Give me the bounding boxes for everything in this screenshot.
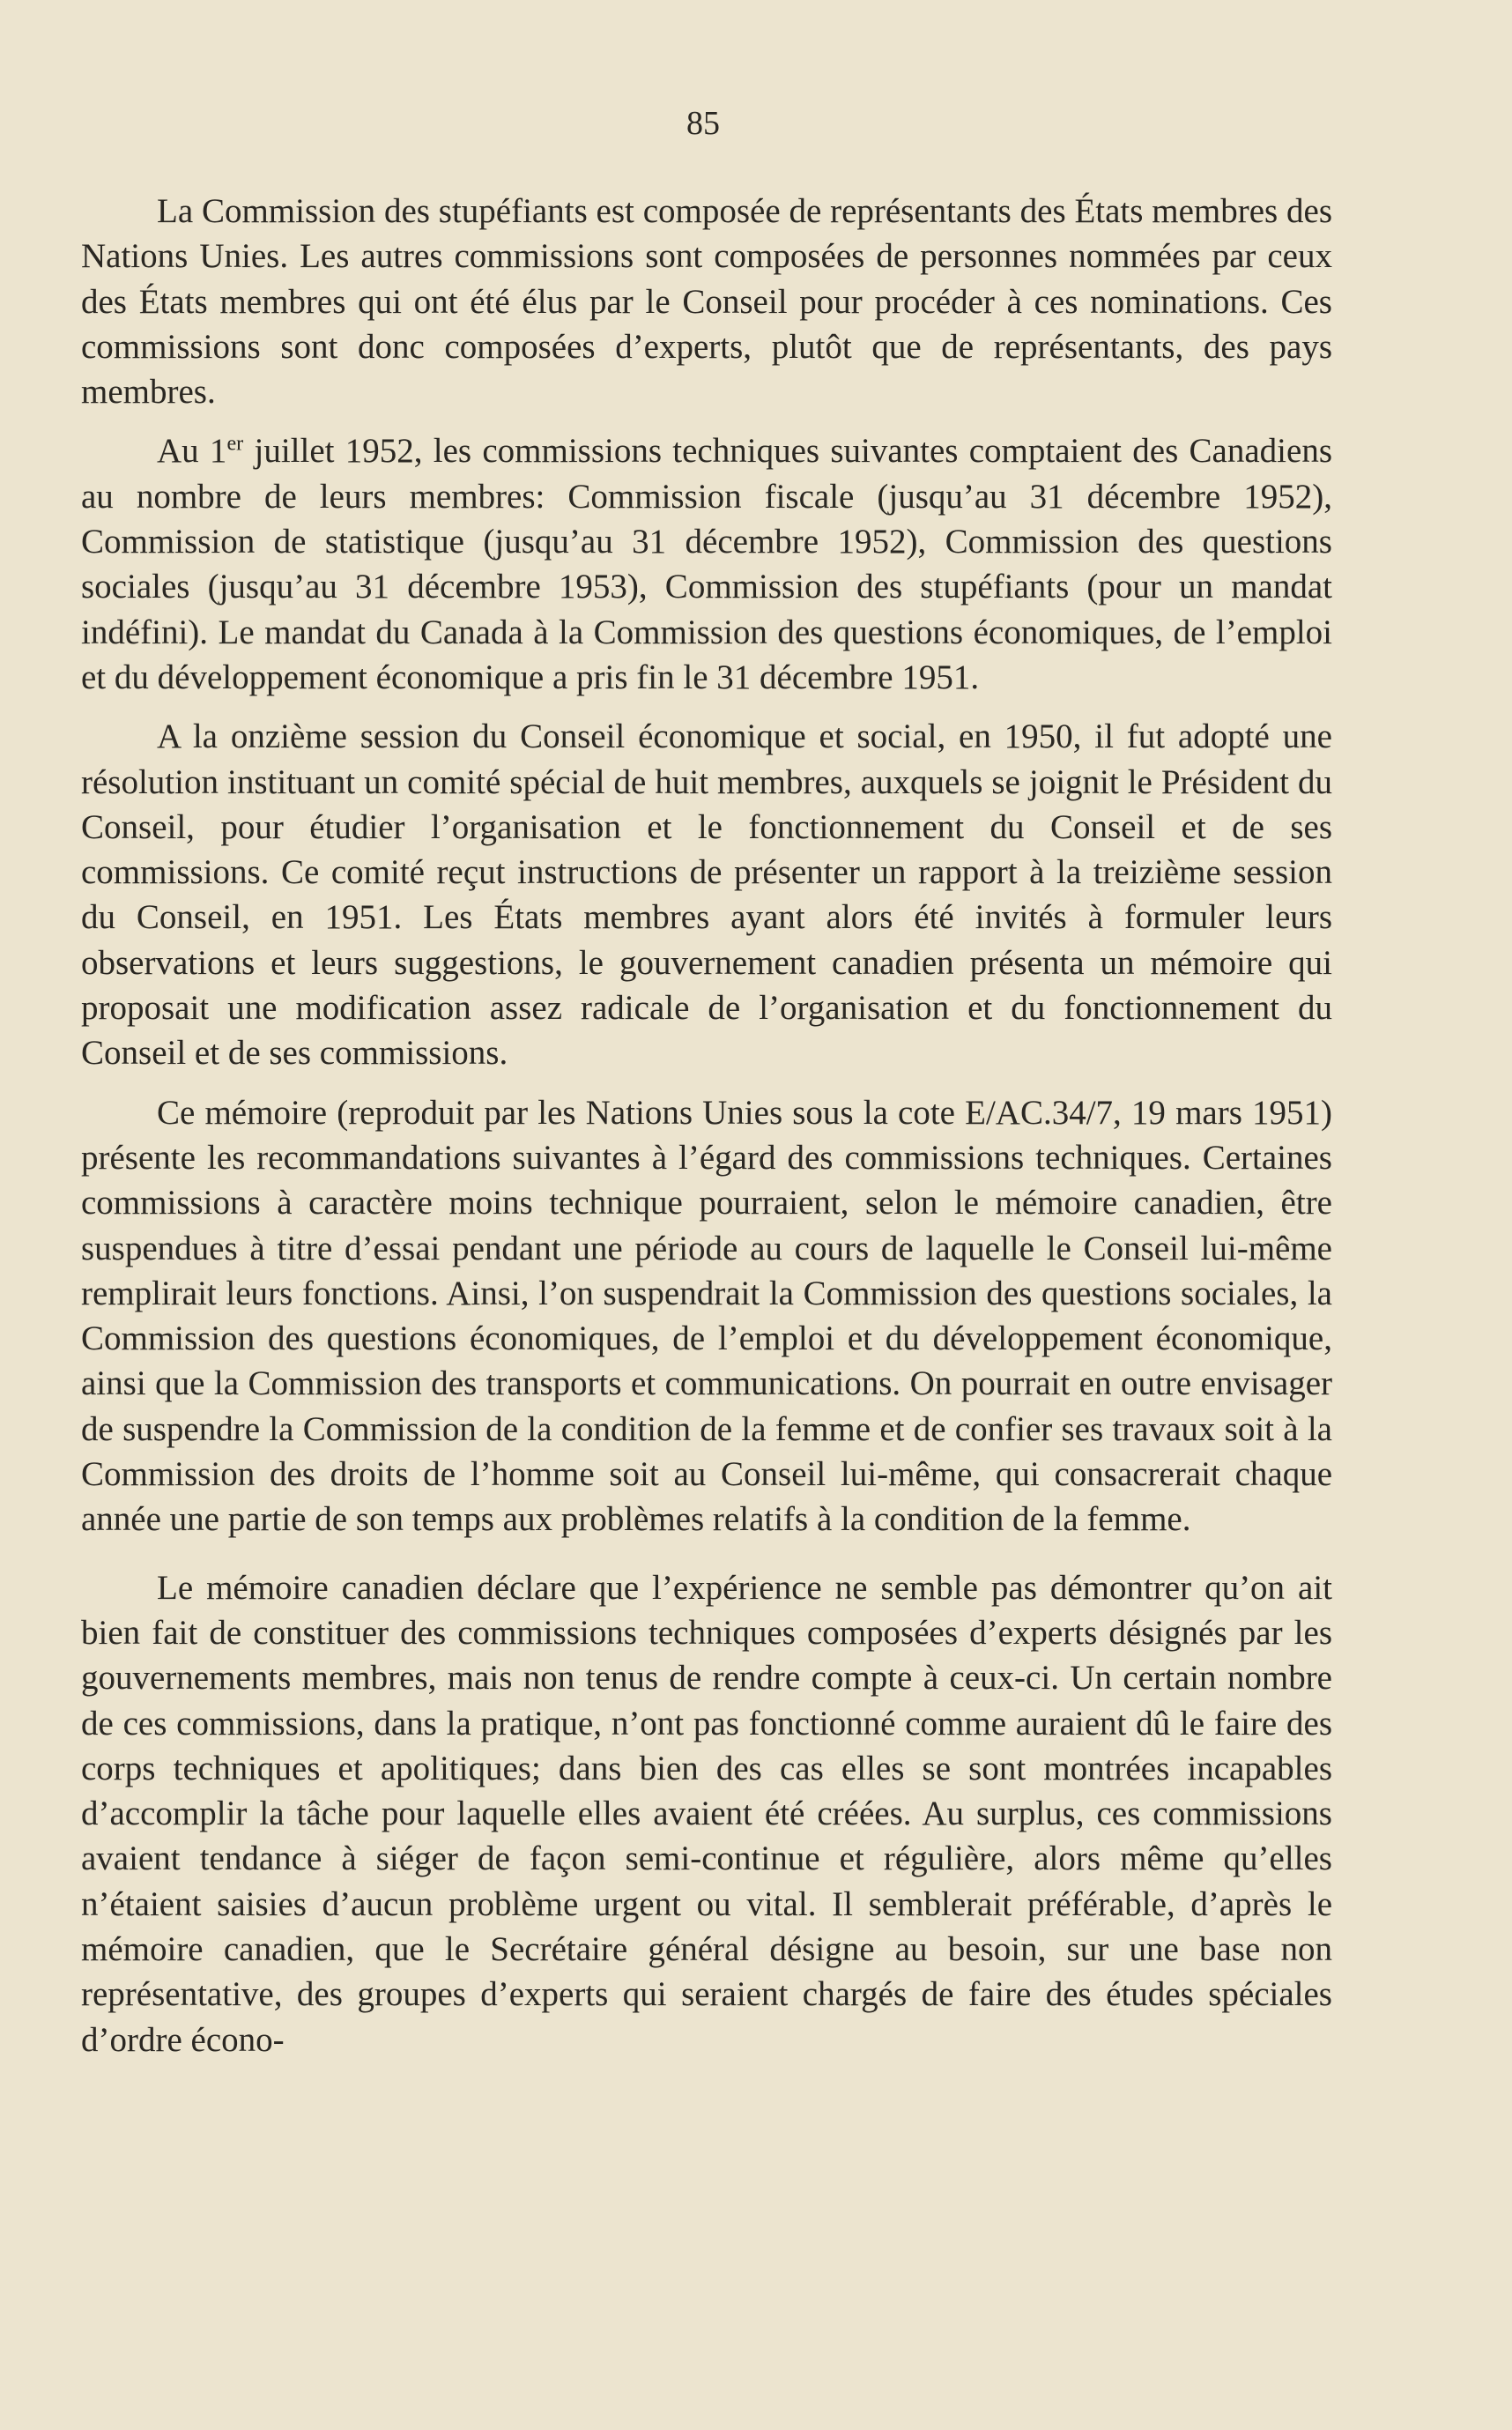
- page-number: 85: [686, 105, 720, 142]
- paragraph-5: Le mémoire canadien déclare que l’expérience ne semble pas démontrer qu’on ait bien fait de constituer des commissions techniques composées d’experts désignés par les gouvernements membres, mais non tenus de rendre compte à ceux-ci. Un certain nombre de ces commissions, dans la pratique, n’ont pas fonctionné comme auraient dû le faire des corps techniques et apolitiques; dans bien des cas elles se sont montrées incapables d’accomplir la tâche pour laquelle elles avaient été créées. Au surplus, ces commissions avaient tendance à siéger de façon semi-continue et régulière, alors même qu’elles n’étaient saisies d’aucun problème urgent ou vital. Il semblerait préférable, d’après le mémoire canadien, que le Secrétaire général désigne au besoin, sur une base non représentative, des groupes d’experts qui seraient chargés de faire des études spéciales d’ordre écono-: [81, 1568, 1332, 2059]
- paragraph-2: [81, 428, 1332, 700]
- ordinal-suffix: er: [226, 432, 244, 457]
- paragraph-1: La Commission des stupéfiants est composée de représentants des États membres des Nations Unies. Les autres commissions sont composées de personnes nommées par ceux des États membres qui ont été élus par le Conseil pour procéder à ces nominations. Ces commissions sont donc composées d’experts, plutôt que de représentants, des pays membres.: [81, 192, 1332, 412]
- body-text: [81, 189, 1332, 2077]
- paragraph-2-text: juillet 1952, les commissions techniques suivantes comptaient des Canadiens au nombre de leurs membres: Commission fiscale (jusqu’au 31 décembre 1952), Commission de statistique (jusqu’au 31 décembre 1952), Commission des questions sociales (jusqu’au 31 décembre 1953), Commission des stupéfiants (pour un mandat indéfini). Le mandat du Canada à la Commission des questions économiques, de l’emploi et du développement économique a pris fin le 31 décembre 1951.: [81, 432, 1332, 696]
- paragraph-4: Ce mémoire (reproduit par les Nations Unies sous la cote E/AC.34/7, 19 mars 1951) présente les recommandations suivantes à l’égard des commissions techniques. Certaines commissions à caractère moins technique pourraient, selon le mémoire canadien, être suspendues à titre d’essai pendant une période au cours de laquelle le Conseil lui-même remplirait leurs fonctions. Ainsi, l’on suspendrait la Commission des questions sociales, la Commission des questions économiques, de l’emploi et du développement économique, ainsi que la Commission des transports et communications. On pourrait en outre envisager de suspendre la Commission de la condition de la femme et de confier ses travaux soit à la Commission des droits de l’homme soit au Conseil lui-même, qui consacrerait chaque année une partie de son temps aux problèmes relatifs à la condition de la femme.: [81, 1093, 1332, 1539]
- paragraph-2-lead: Au 1: [157, 432, 227, 471]
- paragraph-3: A la onzième session du Conseil économique et social, en 1950, il fut adopté une résolution instituant un comité spécial de huit membres, auxquels se joignit le Président du Conseil, pour étudier l’organisation et le fonctionnement du Conseil et de ses commissions. Ce comité reçut instructions de présenter un rapport à la treizième session du Conseil, en 1951. Les États membres ayant alors été invités à formuler leurs observations et leurs suggestions, le gouvernement canadien présenta un mémoire qui proposait une modification assez radicale de l’organisation et du fonctionnement du Conseil et de ses commissions.: [81, 717, 1332, 1073]
